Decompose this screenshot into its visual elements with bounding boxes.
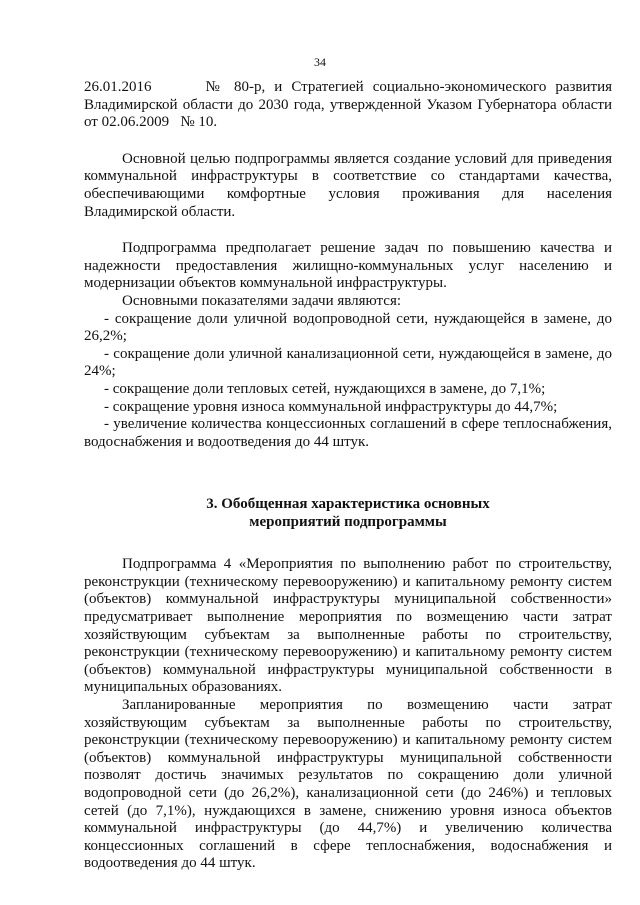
paragraph-main-goal: Основной целью подпрограммы является создание условий для приведения коммунальной инфраструктуры в соответствие со стандартами качества, обеспечивающими комфортные условия проживания для населения Владимирской области. (84, 150, 612, 220)
paragraph-planned-results: Запланированные мероприятия по возмещению части затрат хозяйствующим субъектам за выполненные работы по строительству, реконструкции (техническому перевооружению) и капитальному ремонту систем (объектов) коммунальной инфраструктуры муниципальной собственности позволят достичь значимых результатов по сокращению доли уличной водопроводной сети (до 26,2%), канализационной сети (до 246%) и тепловых сетей (до 7,1%), нуждающихся в замене, снижению уровня износа объектов коммунальной инфраструктуры (до 44,7%) и увеличению количества концессионных соглашений в сфере теплоснабжения, водоснабжения и водоотведения до 44 штук. (84, 697, 612, 872)
paragraph-legal-basis: 26.01.2016 № 80-р, и Стратегией социально-экономического развития Владимирской области до 2030 года, утвержденной Указом Губернатора области от 02.06.2009 № 10. (84, 79, 616, 131)
section-heading (84, 495, 612, 531)
paragraph-subprogram-description: Подпрограмма 4 «Мероприятия по выполнению работ по строительству, реконструкции (техническому перевооружению) и капитальному ремонту систем (объектов) коммунальной инфраструктуры муниципальной собственности» предусматривает выполнение мероприятия по возмещению части затрат хозяйствующим субъектам за выполненные работы по строительству, реконструкции (техническому перевооружению) и капитальному ремонту систем (объектов) коммунальной инфраструктуры муниципальной собственности в муниципальных образованиях. (84, 556, 612, 696)
paragraph-tasks: Подпрограмма предполагает решение задач по повышению качества и надежности предоставления жилищно-коммунальных услуг населению и модернизации объектов коммунальной инфраструктуры. (84, 240, 612, 292)
list-item: - увеличение количества концессионных соглашений в сфере теплоснабжения, водоснабжения и водоотведения до 44 штук. (84, 416, 612, 450)
list-item: - сокращение доли уличной водопроводной сети, нуждающейся в замене, до 26,2%; (84, 310, 612, 345)
list-item: - сокращение доли уличной канализационной сети, нуждающейся в замене, до 24%; (84, 345, 612, 380)
list-item: - сокращение уровня износа коммунальной инфраструктуры до 44,7%; (104, 398, 558, 415)
document-body (84, 79, 616, 873)
page-number: 34 (314, 55, 326, 69)
section-heading-line: 3. Обобщенная характеристика основных (206, 496, 490, 513)
paragraph-indicators-intro: Основными показателями задачи являются: (122, 292, 402, 309)
section-heading-line: мероприятий подпрограммы (249, 514, 447, 531)
list-item: - сокращение доли тепловых сетей, нуждающихся в замене, до 7,1%; (104, 380, 546, 397)
